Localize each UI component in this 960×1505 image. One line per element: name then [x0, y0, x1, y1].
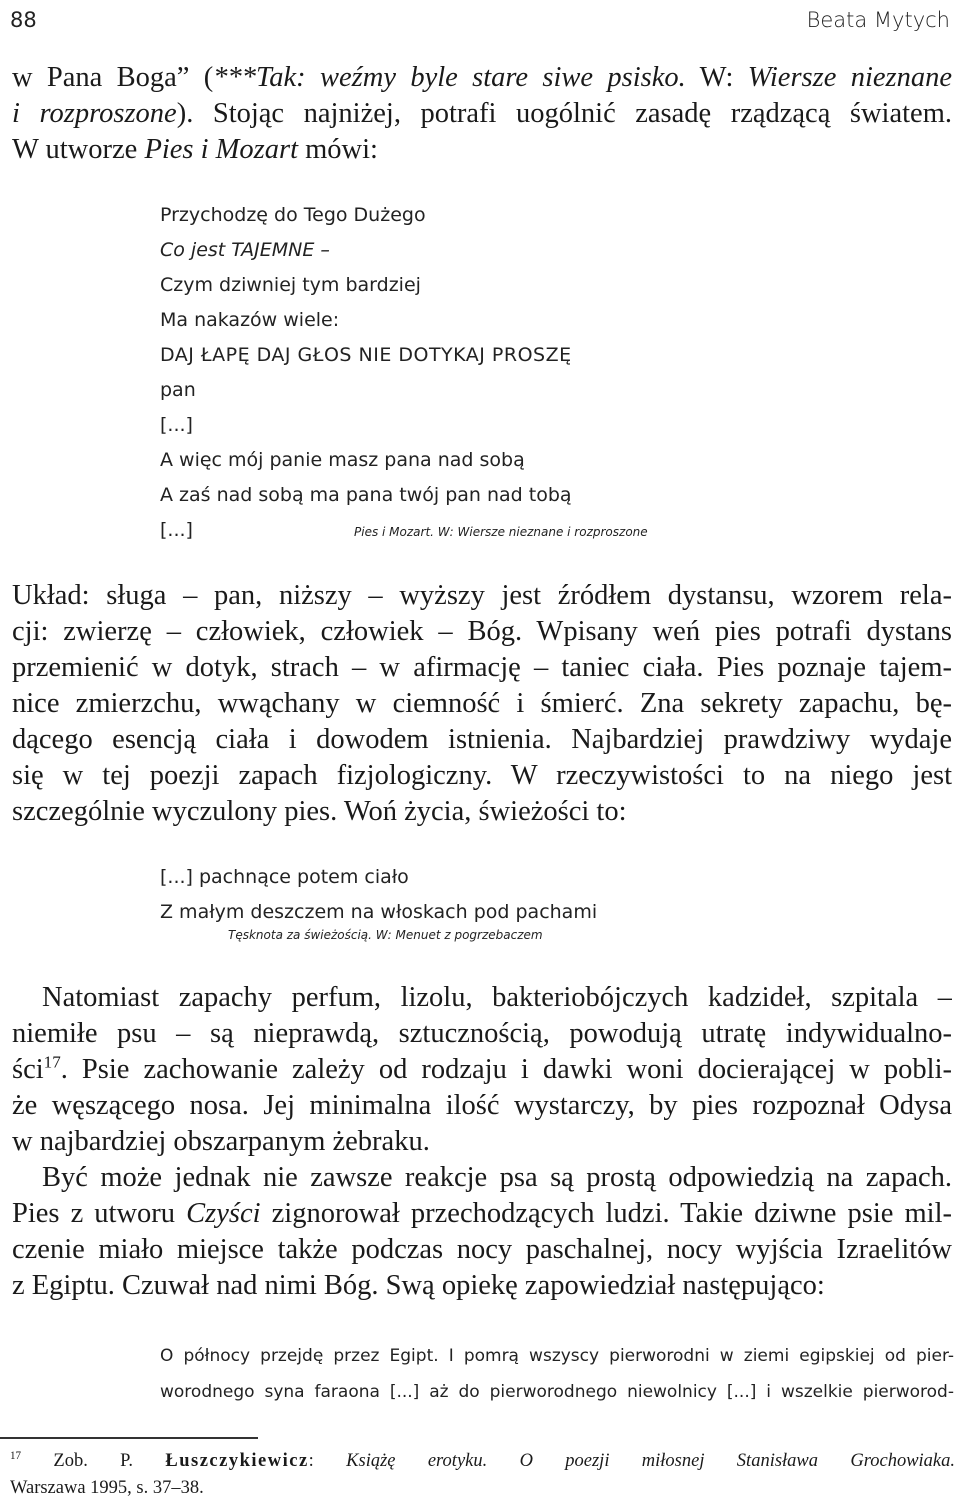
text-span: Pies z utworu	[12, 1198, 187, 1229]
text-line	[12, 60, 952, 96]
text-line: niemiłe psu – są nieprawdą, sztucznością, powodują utratę indywidualno-	[12, 1018, 952, 1049]
text-line	[12, 96, 952, 132]
poem-line: Co jest TAJEMNE –	[160, 239, 330, 261]
footnote-author: Łuszczykiewicz	[165, 1451, 309, 1471]
page-number: 88	[10, 8, 37, 32]
text-span: ). Stojąc najniżej, potrafi uogólnić zasadę rządzącą światem.	[176, 98, 952, 129]
text-line	[12, 1052, 952, 1088]
text-line: czenie miało miejsce także podczas nocy paschalnej, nocy wyjścia Izraelitów	[12, 1234, 952, 1265]
intro-paragraph	[12, 60, 952, 168]
text-span: W:	[685, 62, 748, 93]
text-line: Być może jednak nie zawsze reakcje psa są prostą odpowiedzią na zapach.	[42, 1162, 952, 1193]
footnote-divider	[0, 1437, 258, 1439]
italic-title: i rozproszone	[12, 98, 177, 129]
text-line: z Egiptu. Czuwał nad nimi Bóg. Swą opiekę zapowiedział następująco:	[12, 1270, 825, 1301]
italic-title: Wiersze nieznane	[747, 62, 952, 93]
poem-quotation	[160, 198, 572, 548]
italic-title: Pies i Mozart	[144, 134, 299, 165]
poem-line: Czym dziwniej tym bardziej	[160, 274, 421, 296]
quote-line: O północy przejdę przez Egipt. I pomrą wszyscy pierworodni w ziemi egipskiej od pier-	[160, 1346, 954, 1366]
text-line: przemienić w dotyk, strach – w afirmację – taniec ciała. Pies poznaje tajem-	[12, 652, 952, 683]
text-line: w najbardziej obszarpanym żebraku.	[12, 1126, 430, 1157]
poem-line: pan	[160, 379, 196, 401]
text-line	[12, 1196, 952, 1232]
text-span: . Psie zachowanie zależy od rodzaju i dawki woni docierającej w pobli-	[60, 1054, 952, 1085]
text-span: W utworze	[12, 134, 145, 165]
text-line: się w tej poezji zapach fizjologiczny. W rzeczywistości to na niego jest	[12, 760, 952, 791]
footnote-line: Warszawa 1995, s. 37–38.	[10, 1478, 204, 1498]
text-line: że węszącego nosa. Jej minimalna ilość wystarczy, by pies rozpoznał Odysa	[12, 1090, 952, 1121]
text-span: Zob. P.	[21, 1451, 166, 1471]
footnote-line	[10, 1448, 955, 1475]
poem-line: DAJ ŁAPĘ DAJ GŁOS NIE DOTYKAJ PROSZĘ	[160, 344, 572, 366]
paragraph	[12, 1160, 952, 1304]
running-header-author: Beata Mytych	[806, 8, 950, 32]
text-span: :	[308, 1451, 347, 1471]
poem-quotation	[160, 860, 597, 930]
text-span: ści	[12, 1054, 44, 1085]
bible-quotation	[160, 1338, 954, 1410]
text-span: zignorował przechodzących ludzi. Takie dziwne psie mil-	[260, 1198, 952, 1229]
text-line: Natomiast zapachy perfum, lizolu, bakteriobójczych kadzideł, szpitala –	[42, 982, 952, 1013]
text-line: szczególnie wyczulony pies. Woń życia, świeżości to:	[12, 796, 627, 827]
footnote-number: 17	[10, 1449, 22, 1462]
text-line: cji: zwierzę – człowiek, człowiek – Bóg. Wpisany weń pies potrafi dystans	[12, 616, 952, 647]
quote-line: worodnego syna faraona [...] aż do pierworodnego niewolnicy [...] i wszelkie pierworod-	[160, 1382, 954, 1402]
poem-line: [...]	[160, 414, 193, 436]
poem-line: [...] pachnące potem ciało	[160, 866, 409, 888]
poem-source-citation: Pies i Mozart. W: Wiersze nieznane i rozproszone	[354, 525, 648, 539]
poem-line: A zaś nad sobą ma pana twój pan nad tobą	[160, 484, 572, 506]
poem-line: A więc mój panie masz pana nad sobą	[160, 449, 525, 471]
paragraph	[12, 578, 952, 830]
text-line: Układ: sługa – pan, niższy – wyższy jest źródłem dystansu, wzorem rela-	[12, 580, 952, 611]
footnote-ref: 17	[43, 1052, 61, 1072]
text-span: mówi:	[298, 134, 378, 165]
poem-line: [...]	[160, 519, 193, 541]
italic-title: ***Tak: weźmy byle stare siwe psisko.	[213, 62, 686, 93]
footnote-title: Książę erotyku. O poezji miłosnej Stanisława Grochowiaka.	[346, 1451, 955, 1471]
italic-title: Czyści	[186, 1198, 261, 1229]
poem-line: Z małym deszczem na włoskach pod pachami	[160, 901, 598, 923]
footnote	[10, 1448, 955, 1502]
text-span: w Pana Boga” (	[12, 62, 214, 93]
text-line: dącego esencją ciała i dowodem istnienia. Najbardziej prawdziwy wydaje	[12, 724, 952, 755]
poem-line: Przychodzę do Tego Dużego	[160, 204, 426, 226]
text-line	[12, 132, 952, 168]
poem-source-citation: Tęsknota za świeżością. W: Menuet z pogrzebaczem	[228, 928, 543, 942]
poem-line: Ma nakazów wiele:	[160, 309, 340, 331]
paragraph	[12, 980, 952, 1160]
text-line: nice zmierzchu, wwąchany w ciemność i śmierć. Zna sekrety zapachu, bę-	[12, 688, 952, 719]
